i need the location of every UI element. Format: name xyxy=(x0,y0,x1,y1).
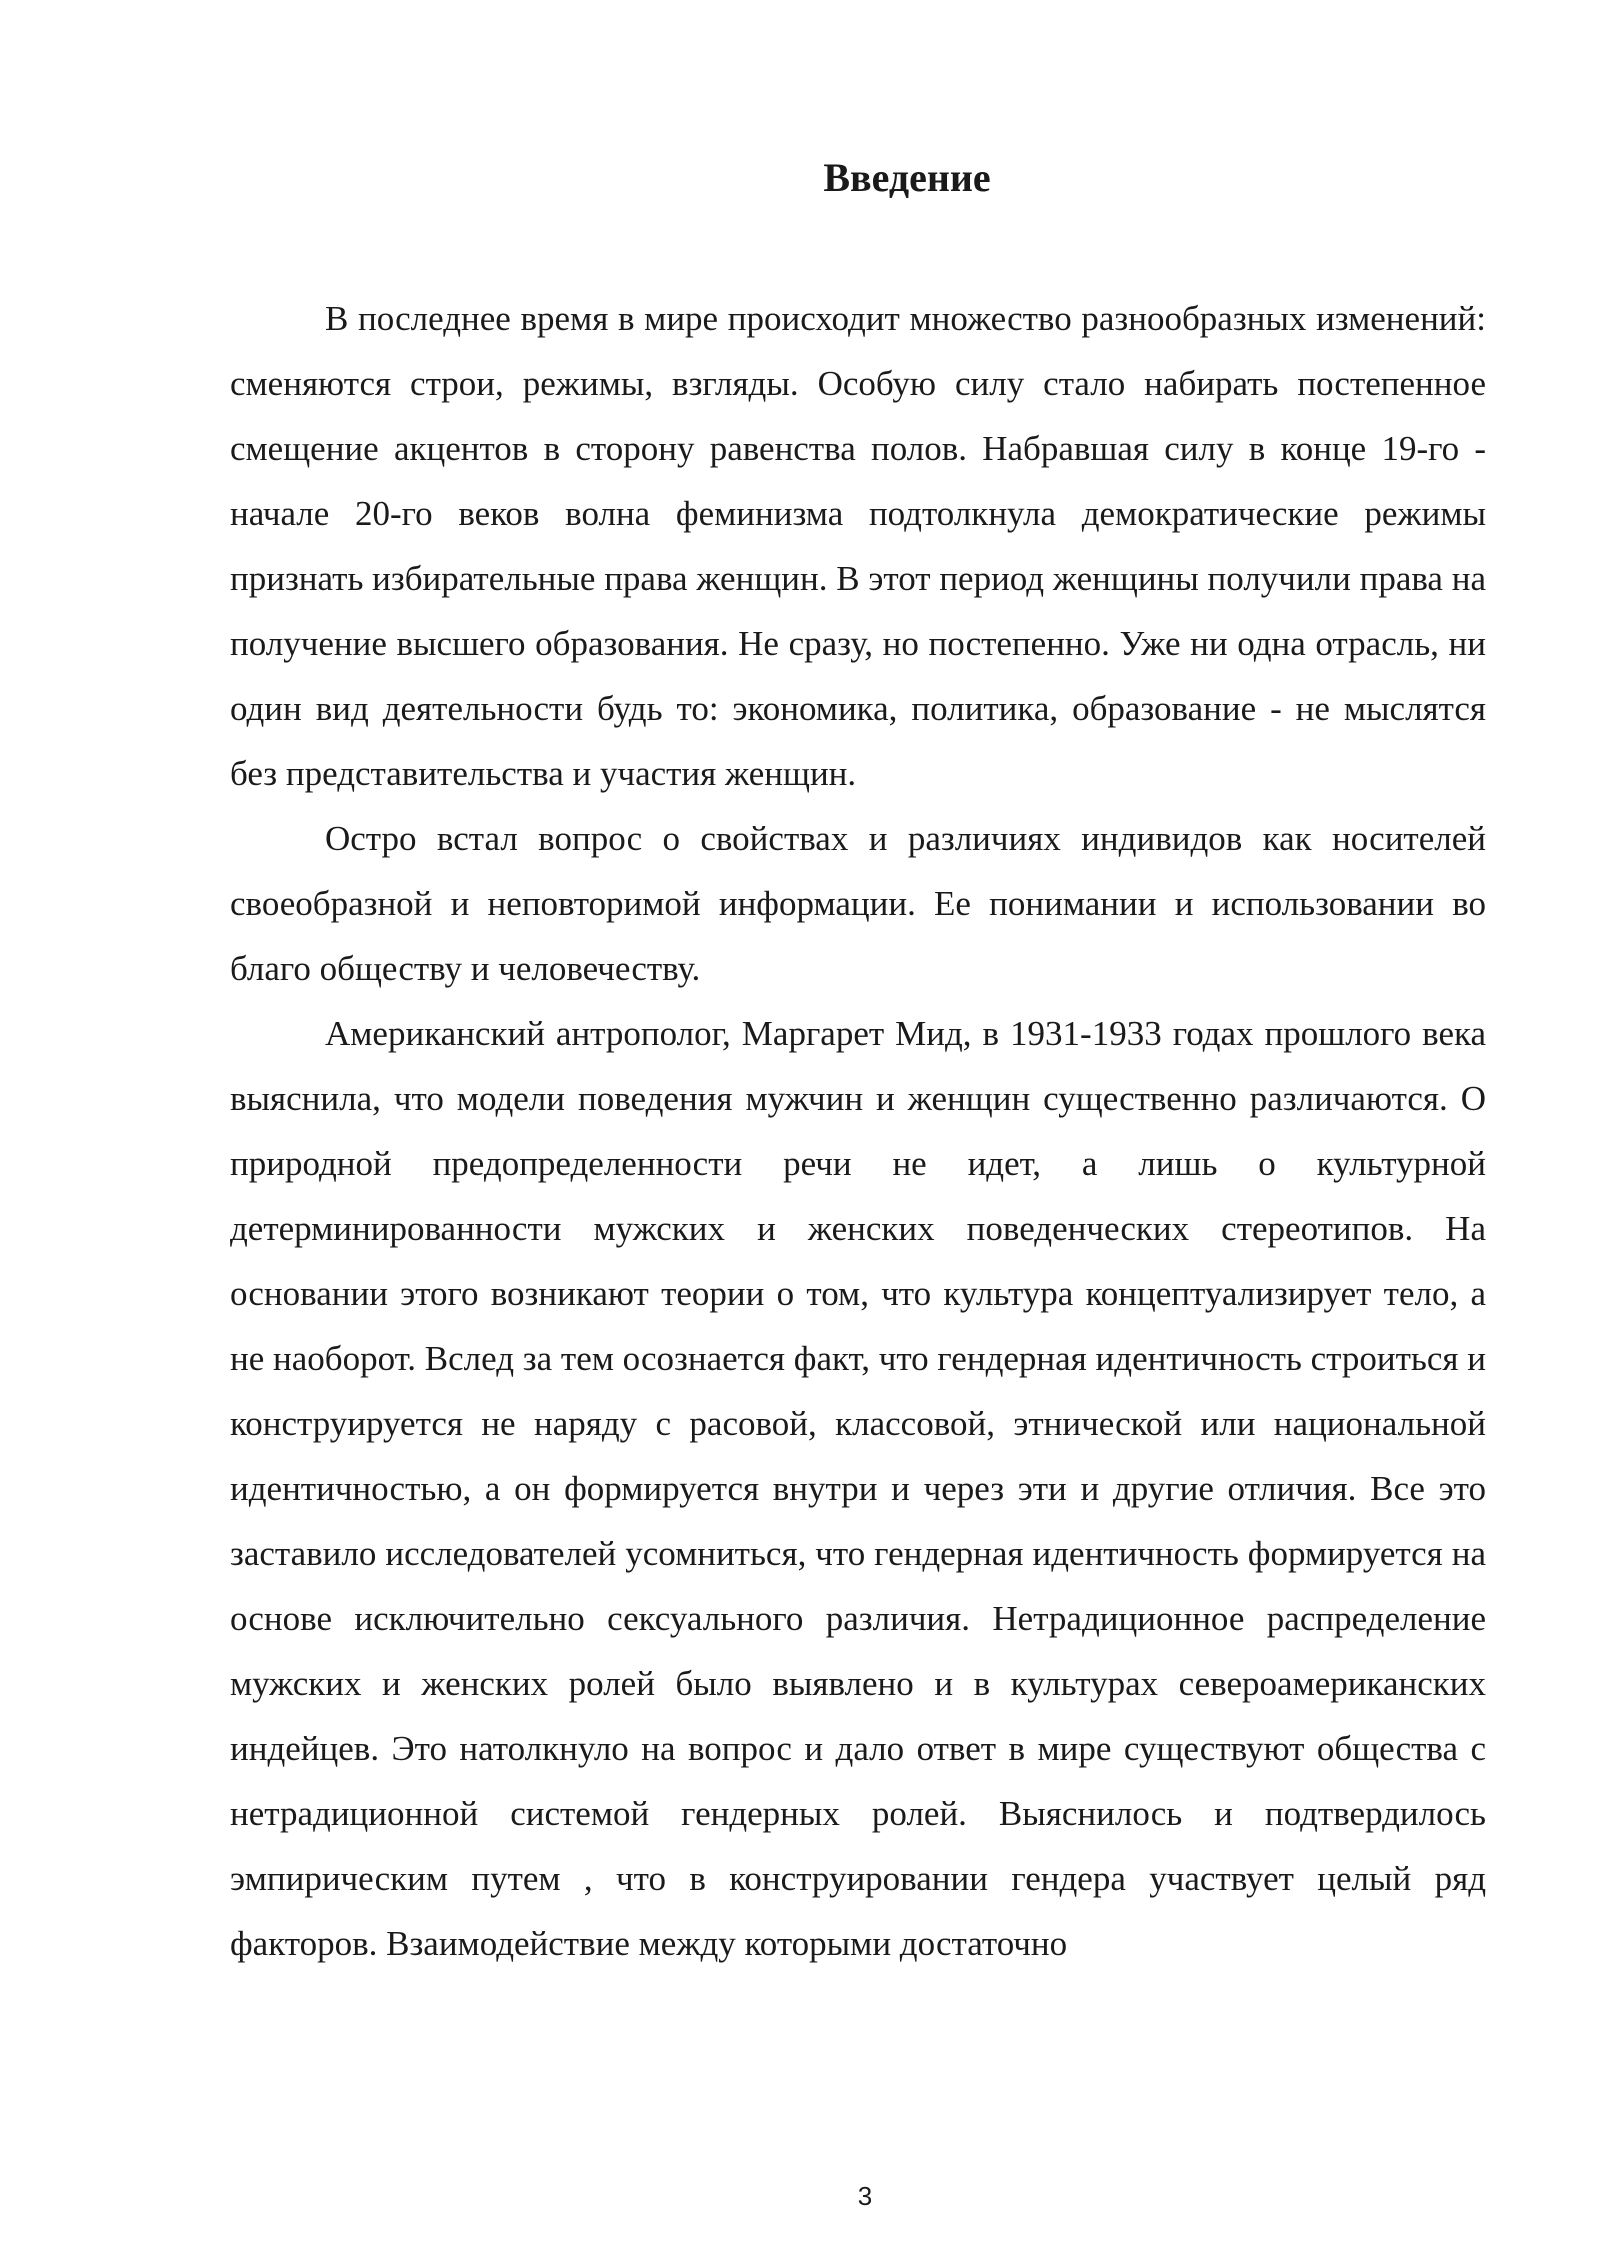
document-body xyxy=(230,286,1486,1976)
paragraph-3: Американский антрополог, Маргарет Мид, в 1931-1933 годах прошлого века выяснила, что модели поведения мужчин и женщин существенно различаются. О природной предопределенности речи не идет, а лишь о культурной детерминированности мужских и женских поведенческих стереотипов. На основании этого возникают теории о том, что культура концептуализирует тело, а не наоборот. Вслед за тем осознается факт, что гендерная идентичность строиться и конструируется не наряду с расовой, классовой, этнической или национальной идентичностью, а он формируется внутри и через эти и другие отличия. Все это заставило исследователей усомниться, что гендерная идентичность формируется на основе исключительно сексуального различия. Нетрадиционное распределение мужских и женских ролей было выявлено и в культурах североамериканских индейцев. Это натолкнуло на вопрос и дало ответ в мире существуют общества с нетрадиционной системой гендерных ролей. Выяснилось и подтвердилось эмпирическим путем , что в конструировании гендера участвует целый ряд факторов. Взаимодействие между которыми достаточно xyxy=(230,1014,1486,1963)
page-title: Введение xyxy=(823,155,991,200)
page-number: 3 xyxy=(857,2181,873,2211)
paragraph-2: Остро встал вопрос о свойствах и различиях индивидов как носителей своеобразной и неповторимой информации. Ее понимании и использовании во благо обществу и человечеству. xyxy=(230,819,1486,988)
paragraph-1: В последнее время в мире происходит множество разнообразных изменений: сменяются строи, режимы, взгляды. Особую силу стало набирать постепенное смещение акцентов в сторону равенства полов. Набравшая силу в конце 19-го - начале 20-го веков волна феминизма подтолкнула демократические режимы признать избирательные права женщин. В этот период женщины получили права на получение высшего образования. Не сразу, но постепенно. Уже ни одна отрасль, ни один вид деятельности будь то: экономика, политика, образование - не мыслятся без представительства и участия женщин. xyxy=(230,299,1486,793)
